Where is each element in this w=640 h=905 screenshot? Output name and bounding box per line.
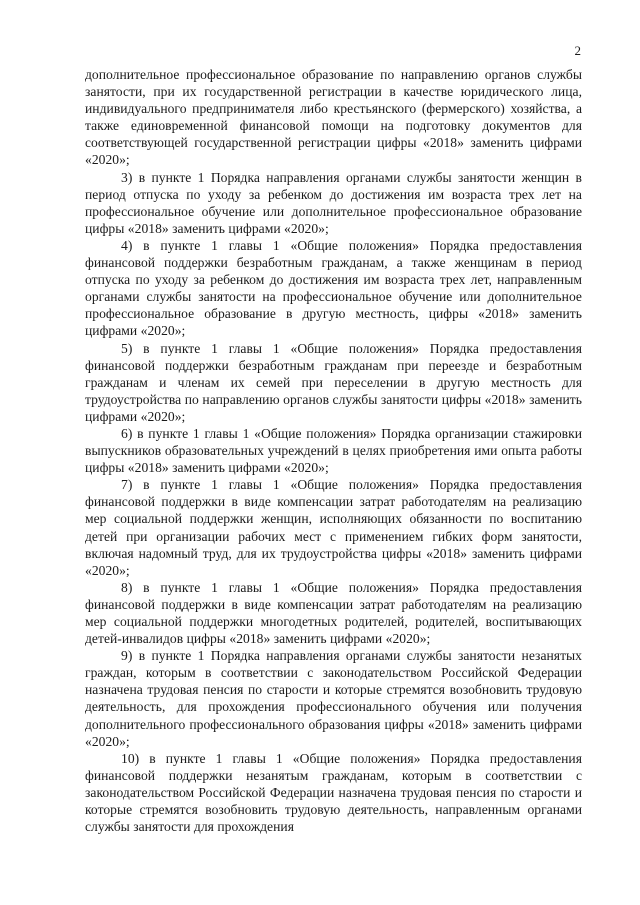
paragraph-continuation: дополнительное профессиональное образование по направлению органов службы занятости, при их государственной регистрации в качестве юридического лица, индивидуального предпринимателя либо крестьянского (фермерского) хозяйства, а также единовременной финансовой помощи на подготовку документов для соответствующей государственной регистрации цифры «2018» заменить цифрами «2020»;: [85, 67, 582, 168]
paragraph-item-4: 4) в пункте 1 главы 1 «Общие положения» Порядка предоставления финансовой поддержки безработным гражданам, а также женщинам в период отпуска по уходу за ребенком до достижения им возраста трех лет, направленным органами службы занятости на профессиональное обучение или дополнительное профессиональное образование в другую местность, цифры «2018» заменить цифрами «2020»;: [85, 237, 582, 339]
paragraph-item-7: 7) в пункте 1 главы 1 «Общие положения» Порядка предоставления финансовой поддержки в виде компенсации затрат работодателям на реализацию мер социальной поддержки женщин, исполняющих обязанности по воспитанию детей при организации рабочих мест с применением гибких форм занятости, включая надомный труд, для их трудоустройства цифры «2018» заменить цифрами «2020»;: [85, 477, 582, 578]
paragraph-item-9: 9) в пункте 1 Порядка направления органами службы занятости незанятых граждан, которым в соответствии с законодательством Российской Федерации назначена трудовая пенсия по старости и которые стремятся возобновить трудовую деятельность, для прохождения профессионального обучения или получения дополнительного профессионального образования цифры «2018» заменить цифрами «2020»;: [85, 648, 582, 749]
paragraph-item-3: 3) в пункте 1 Порядка направления органами службы занятости женщин в период отпуска по уходу за ребенком до достижения им возраста трех лет на профессиональное обучение или дополнительное профессиональное образование цифры «2018» заменить цифрами «2020»;: [85, 169, 582, 236]
page-number: 2: [574, 43, 581, 58]
paragraph-item-5: 5) в пункте 1 главы 1 «Общие положения» Порядка предоставления финансовой поддержки безработным гражданам при переезде и безработным гражданам и членам их семей при переселении в другую местность для трудоустройства по направлению органов службы занятости цифры «2018» заменить цифрами «2020»;: [85, 340, 582, 424]
document-body: [85, 66, 582, 835]
paragraph-item-6: 6) в пункте 1 главы 1 «Общие положения» Порядка организации стажировки выпускников образовательных учреждений в целях приобретения ими опыта работы цифры «2018» заменить цифрами «2020»;: [85, 425, 582, 476]
paragraph-item-8: 8) в пункте 1 главы 1 «Общие положения» Порядка предоставления финансовой поддержки в виде компенсации затрат работодателям на реализацию мер социальной поддержки многодетных родителей, родителей, воспитывающих детей-инвалидов цифры «2018» заменить цифрами «2020»;: [85, 579, 582, 647]
paragraph-item-10: 10) в пункте 1 главы 1 «Общие положения» Порядка предоставления финансовой поддержки незанятым гражданам, которым в соответствии с законодательством Российской Федерации назначена трудовая пенсия по старости и которые стремятся возобновить трудовую деятельность, направленным органами службы занятости для прохождения: [85, 750, 582, 835]
